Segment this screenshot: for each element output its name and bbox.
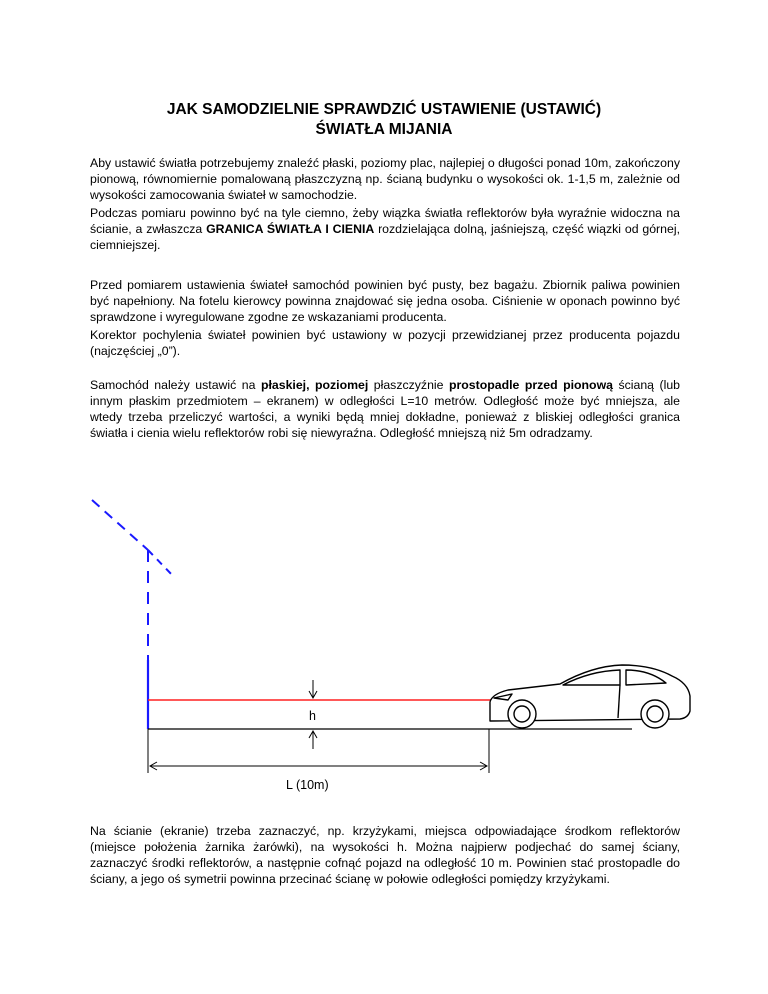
wall-dashed-upper <box>92 500 148 550</box>
paragraph-positioning-text-2: płaszczyźnie <box>368 378 449 392</box>
height-label: h <box>309 709 316 723</box>
paragraph-location: Aby ustawić światła potrzebujemy znaleźć płaski, poziomy plac, najlepiej o długości ponad 10m, zakończony pionową, równomiernie pomalowaną płaszczyzną np. ścianą budynku o wysokości ok. 1-1,5 m, zależnie od wysokości zamocowania świateł w samochodzie. <box>90 156 680 202</box>
title-line-2: ŚWIATŁA MIJANIA <box>315 121 453 138</box>
paragraph-marking: Na ścianie (ekranie) trzeba zaznaczyć, np. krzyżykami, miejsca odpowiadające środkom reflektorów (miejsce położenia żarnika żarówki), na wysokości h. Można najpierw podjechać do samej ściany, zaznaczyć środki reflektorów, a następnie cofnąć pojazd na odległość 10 m. Powinien stać prostopadle do ściany, a jego oś symetrii powinna przecinać ścianę w połowie odległości pomiędzy krzyżykami. <box>90 824 680 886</box>
beam-reflection-dashed <box>148 550 175 578</box>
paragraph-positioning-bold-1: płaskiej, poziomej <box>260 378 369 392</box>
paragraph-corrector: Korektor pochylenia świateł powinien być ustawiony w pozycji przewidzianej przez producenta pojazdu (najczęściej „0”). <box>90 328 680 358</box>
car-front-wheel-rim <box>514 706 530 722</box>
paragraph-darkness-text-2: rozdzielająca dolną, jaśniejszą, część wiązki od górnej, ciemniejszej. <box>90 222 680 252</box>
paragraph-darkness-text-1: Podczas pomiaru powinno być na tyle ciemno, żeby wiązka światła reflektorów była wyraźnie widoczna na ścianie, a zwłaszcza <box>90 206 680 236</box>
title-line-1: JAK SAMODZIELNIE SPRAWDZIĆ USTAWIENIE (USTAWIĆ) <box>166 101 602 118</box>
page-title <box>90 100 678 140</box>
setup-diagram <box>0 490 768 820</box>
car-rear-wheel-rim <box>647 706 663 722</box>
distance-label: L (10m) <box>286 778 329 792</box>
paragraph-darkness <box>90 205 680 253</box>
paragraph-preparation: Przed pomiarem ustawienia świateł samochód powinien być pusty, bez bagażu. Zbiornik paliwa powinien być napełniony. Na fotelu kierowcy powinna znajdować się jedna osoba. Ciśnienie w oponach powinno być sprawdzone i wyregulowane zgodne ze wskazaniami producenta. <box>90 278 680 324</box>
paragraph-positioning <box>90 377 680 441</box>
paragraph-darkness-bold: GRANICA ŚWIATŁA I CIENIA <box>206 222 375 236</box>
paragraph-positioning-text-3: ścianą (lub innym płaskim przedmiotem – ekranem) w odległości L=10 metrów. Odległość może być mniejsza, ale wtedy trzeba przeliczyć wartości, a wyniki będą mniej dokładne, ponieważ z bliskiej odległości granica światła i cienia wielu reflektorów robi się niewyraźna. Odległość mniejszą niż 5m odradzamy. <box>90 378 681 440</box>
paragraph-positioning-bold-2: prostopadle przed pionową <box>448 378 613 392</box>
paragraph-positioning-text-1: Samochód należy ustawić na <box>90 378 261 392</box>
car-drawing <box>490 665 690 728</box>
